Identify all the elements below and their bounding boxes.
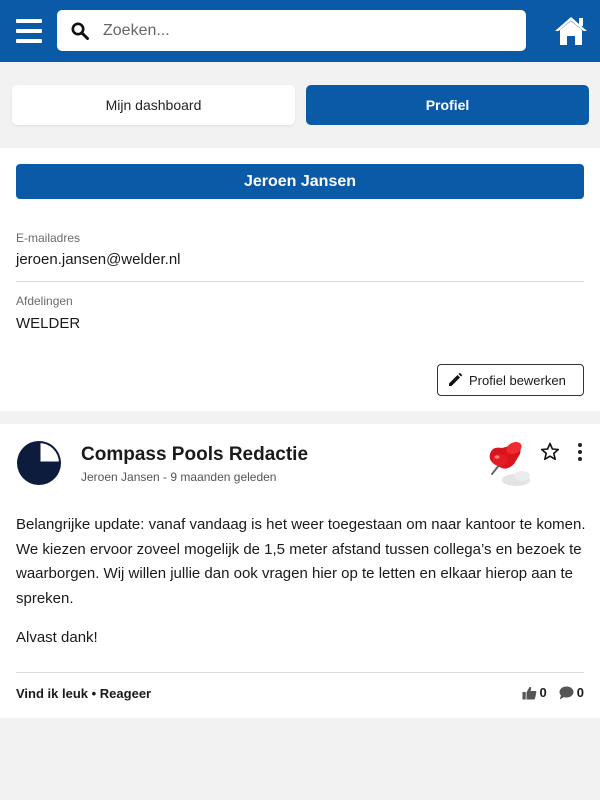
top-bar <box>0 0 600 62</box>
divider <box>16 672 584 673</box>
tab-profile[interactable]: Profiel <box>306 85 589 125</box>
like-count: 0 <box>539 685 547 700</box>
pencil-icon <box>447 372 463 388</box>
email-value: jeroen.jansen@welder.nl <box>16 251 181 268</box>
more-options-icon[interactable] <box>575 443 585 461</box>
search-box[interactable] <box>57 10 526 51</box>
email-label: E-mailadres <box>16 231 81 245</box>
profile-card <box>0 148 600 411</box>
pin-icon <box>480 436 536 488</box>
post-card <box>0 424 600 718</box>
post-body: Belangrijke update: vanaf vandaag is het weer toegestaan om naar kantoor te komen. We kiezen ervoor zoveel mogelijk de 1,5 meter afstand tussen collega’s en bezoek te waarborgen. Wij willen jullie dan ook vragen hier op te letten en elkaar hierop aan te spreken. <box>16 516 586 607</box>
avatar <box>16 440 62 486</box>
reply-button[interactable]: Reageer <box>99 686 152 701</box>
action-separator: • <box>88 686 100 701</box>
post-actions <box>16 686 151 701</box>
post-meta: Jeroen Jansen - 9 maanden geleden <box>81 470 277 484</box>
divider <box>16 281 584 282</box>
menu-icon[interactable] <box>16 19 42 43</box>
edit-profile-label: Profiel bewerken <box>469 372 566 388</box>
departments-value: WELDER <box>16 315 81 332</box>
search-input[interactable] <box>103 16 513 45</box>
post-title[interactable]: Compass Pools Redactie <box>81 444 309 465</box>
comment-counter[interactable] <box>559 685 584 700</box>
like-counter[interactable] <box>522 685 547 700</box>
post-sign-off: Alvast dank! <box>16 629 98 646</box>
profile-name: Jeroen Jansen <box>16 164 584 199</box>
star-icon[interactable] <box>540 442 560 462</box>
comment-count: 0 <box>576 685 584 700</box>
like-button[interactable]: Vind ik leuk <box>16 686 89 701</box>
edit-profile-button[interactable] <box>437 364 584 396</box>
comment-icon <box>559 686 574 700</box>
departments-label: Afdelingen <box>16 294 73 308</box>
thumbs-up-icon <box>522 686 537 700</box>
search-icon <box>71 22 89 40</box>
post-counters <box>522 685 584 700</box>
home-icon[interactable] <box>553 15 589 47</box>
tab-dashboard[interactable]: Mijn dashboard <box>12 85 295 125</box>
